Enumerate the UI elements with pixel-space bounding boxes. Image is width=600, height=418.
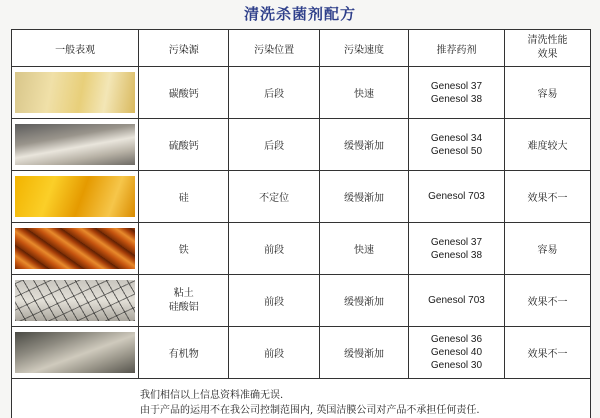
header-effect-line1: 清洗性能	[527, 35, 568, 46]
calcium-carbonate-scale-photo	[15, 72, 135, 113]
agent-cell	[408, 119, 504, 171]
agent-name: Genesol 37	[430, 236, 483, 248]
agent-name: Genesol 38	[430, 93, 483, 105]
table-row	[12, 275, 591, 327]
agent-name: Genesol 50	[430, 145, 483, 157]
speed-cell: 缓慢渐加	[320, 171, 409, 223]
position-cell: 前段	[229, 275, 320, 327]
effect-cell: 难度较大	[505, 119, 591, 171]
table-row	[12, 119, 591, 171]
table-row	[12, 223, 591, 275]
header-source: 污染源	[139, 30, 229, 67]
source-cell: 硫酸钙	[139, 119, 229, 171]
silica-scale-photo	[15, 176, 135, 217]
clay-aluminosilicate-photo	[15, 280, 135, 321]
effect-cell: 效果不一	[505, 275, 591, 327]
appearance-cell	[12, 67, 139, 119]
agent-name: Genesol 40	[430, 347, 483, 358]
position-cell: 前段	[229, 223, 320, 275]
appearance-cell	[12, 171, 139, 223]
page-title: 清洗杀菌剂配方	[243, 5, 356, 23]
appearance-cell	[12, 119, 139, 171]
organic-fouling-photo	[15, 332, 135, 373]
disclaimer-line: 我们相信以上信息资料准确无误.	[140, 390, 284, 401]
effect-cell: 效果不一	[505, 171, 591, 223]
speed-cell: 快速	[320, 223, 409, 275]
agent-cell	[408, 223, 504, 275]
calcium-sulfate-scale-photo	[15, 124, 135, 165]
position-cell: 前段	[229, 327, 320, 379]
speed-cell: 快速	[320, 67, 409, 119]
speed-cell: 缓慢渐加	[320, 119, 409, 171]
agent-cell	[408, 67, 504, 119]
agent-cell	[408, 171, 504, 223]
disclaimer-row	[12, 379, 591, 418]
appearance-cell	[12, 223, 139, 275]
effect-cell: 容易	[505, 67, 591, 119]
source-cell	[139, 275, 229, 327]
position-cell: 不定位	[229, 171, 320, 223]
agent-name: Genesol 36	[430, 334, 483, 345]
position-cell: 后段	[229, 67, 320, 119]
appearance-cell	[12, 275, 139, 327]
appearance-cell	[12, 327, 139, 379]
source-line: 硅酸铝	[168, 301, 199, 313]
header-agent: 推荐药剂	[408, 30, 504, 67]
table-row	[12, 327, 591, 379]
agent-name: Genesol 703	[428, 191, 485, 202]
agent-name: Genesol 38	[430, 249, 483, 261]
agent-cell	[408, 275, 504, 327]
header-effect	[505, 30, 591, 67]
fouling-cleaning-table	[11, 29, 591, 418]
speed-cell: 缓慢渐加	[320, 275, 409, 327]
table-row	[12, 171, 591, 223]
disclaimer-line: 由于产品的运用不在我公司控制范围内, 英国洁膜公司对产品不承担任何责任.	[140, 405, 480, 416]
iron-fouling-photo	[15, 228, 135, 269]
source-cell: 铁	[139, 223, 229, 275]
header-position: 污染位置	[229, 30, 320, 67]
effect-cell: 容易	[505, 223, 591, 275]
source-cell: 有机物	[139, 327, 229, 379]
disclaimer-cell	[12, 379, 591, 418]
source-cell: 硅	[139, 171, 229, 223]
agent-name: Genesol 37	[430, 80, 483, 92]
source-cell: 碳酸钙	[139, 67, 229, 119]
agent-name: Genesol 703	[428, 295, 485, 306]
effect-cell: 效果不一	[505, 327, 591, 379]
header-speed: 污染速度	[320, 30, 409, 67]
header-appearance: 一般表观	[12, 30, 139, 67]
agent-cell	[408, 327, 504, 379]
header-effect-line2: 效果	[537, 49, 558, 60]
agent-name: Genesol 30	[430, 360, 483, 371]
position-cell: 后段	[229, 119, 320, 171]
speed-cell: 缓慢渐加	[320, 327, 409, 379]
agent-name: Genesol 34	[430, 132, 483, 144]
table-header-row	[12, 30, 591, 67]
table-row	[12, 67, 591, 119]
source-line: 粘土	[173, 287, 194, 299]
